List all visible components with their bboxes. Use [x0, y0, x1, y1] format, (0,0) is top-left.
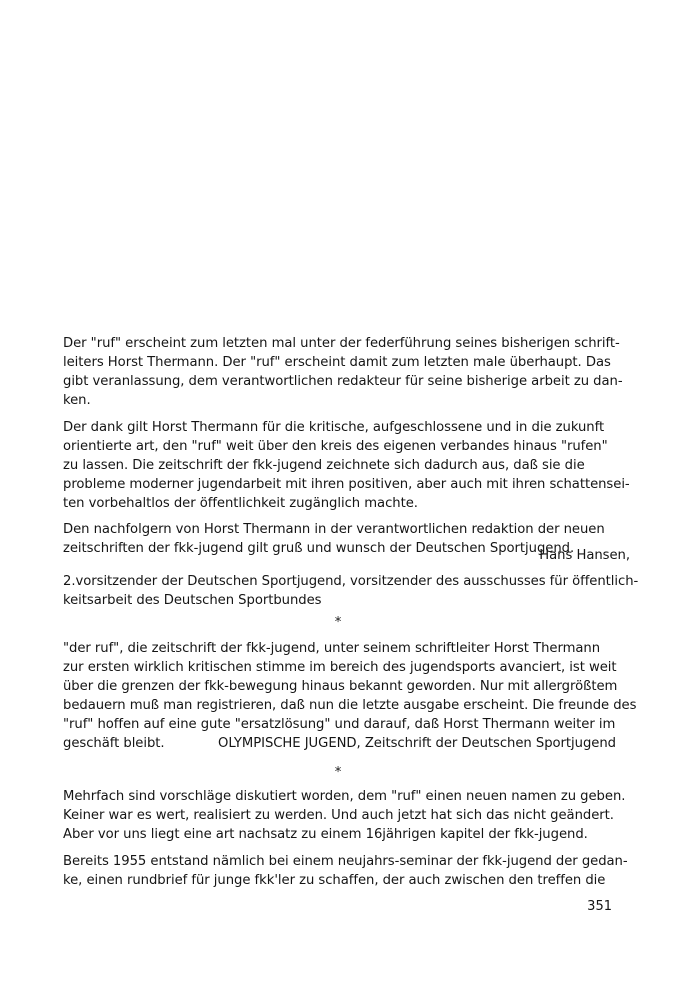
text-line: leiters Horst Thermann. Der "ruf" erscheint damit zum letzten male überhaupt. Das	[63, 355, 611, 370]
text-line: Mehrfach sind vorschläge diskutiert worden, dem "ruf" einen neuen namen zu geben.	[63, 789, 626, 804]
text-line: Aber vor uns liegt eine art nachsatz zu einem 16jährigen kapitel der fkk-jugend.	[63, 827, 588, 842]
text-line: zeitschriften der fkk-jugend gilt gruß und wunsch der Deutschen Sportjugend.	[63, 541, 575, 556]
quote-source: OLYMPISCHE JUGEND, Zeitschrift der Deutschen Sportjugend	[218, 736, 616, 751]
section-separator: *	[334, 765, 342, 780]
text-line: Bereits 1955 entstand nämlich bei einem neujahrs-seminar der fkk-jugend der gedan-	[63, 854, 628, 869]
text-line: Keiner war es wert, realisiert zu werden. Und auch jetzt hat sich das nicht geändert.	[63, 808, 614, 823]
text-line: orientierte art, den "ruf" weit über den kreis des eigenen verbandes hinaus "rufen"	[63, 439, 608, 454]
text-line: Der "ruf" erscheint zum letzten mal unter der federführung seines bisherigen schrift-	[63, 336, 620, 351]
text-line: ten vorbehaltlos der öffentlichkeit zugänglich machte.	[63, 496, 418, 511]
text-line: zur ersten wirklich kritischen stimme im bereich des jugendsports avanciert, ist weit	[63, 660, 617, 675]
text-line: "der ruf", die zeitschrift der fkk-jugend, unter seinem schriftleiter Horst Thermann	[63, 641, 601, 656]
text-line: bedauern muß man registrieren, daß nun die letzte ausgabe erscheint. Die freunde des	[63, 698, 637, 713]
text-line: keitsarbeit des Deutschen Sportbundes	[63, 593, 322, 608]
page-number: 351	[587, 899, 612, 914]
text-line: über die grenzen der fkk-bewegung hinaus bekannt geworden. Nur mit allergrößtem	[63, 679, 618, 694]
section-separator: *	[334, 615, 342, 630]
text-line: probleme moderner jugendarbeit mit ihren positiven, aber auch mit ihren schattensei-	[63, 477, 630, 492]
text-line: ken.	[63, 393, 91, 408]
text-line: 2.vorsitzender der Deutschen Sportjugend, vorsitzender des ausschusses für öffentlich-	[63, 574, 639, 589]
text-line: geschäft bleibt.	[63, 736, 165, 751]
text-line: gibt veranlassung, dem verantwortlichen redakteur für seine bisherige arbeit zu dan-	[63, 374, 623, 389]
text-line: Der dank gilt Horst Thermann für die kritische, aufgeschlossene und in die zukunft	[63, 420, 605, 435]
signature-name: Hans Hansen,	[539, 548, 630, 563]
text-line: zu lassen. Die zeitschrift der fkk-jugend zeichnete sich dadurch aus, daß sie die	[63, 458, 585, 473]
text-line: ke, einen rundbrief für junge fkk'ler zu schaffen, der auch zwischen den treffen die	[63, 873, 606, 888]
text-line: "ruf" hoffen auf eine gute "ersatzlösung" und darauf, daß Horst Thermann weiter im	[63, 717, 616, 732]
text-line: Den nachfolgern von Horst Thermann in der verantwortlichen redaktion der neuen	[63, 522, 605, 537]
